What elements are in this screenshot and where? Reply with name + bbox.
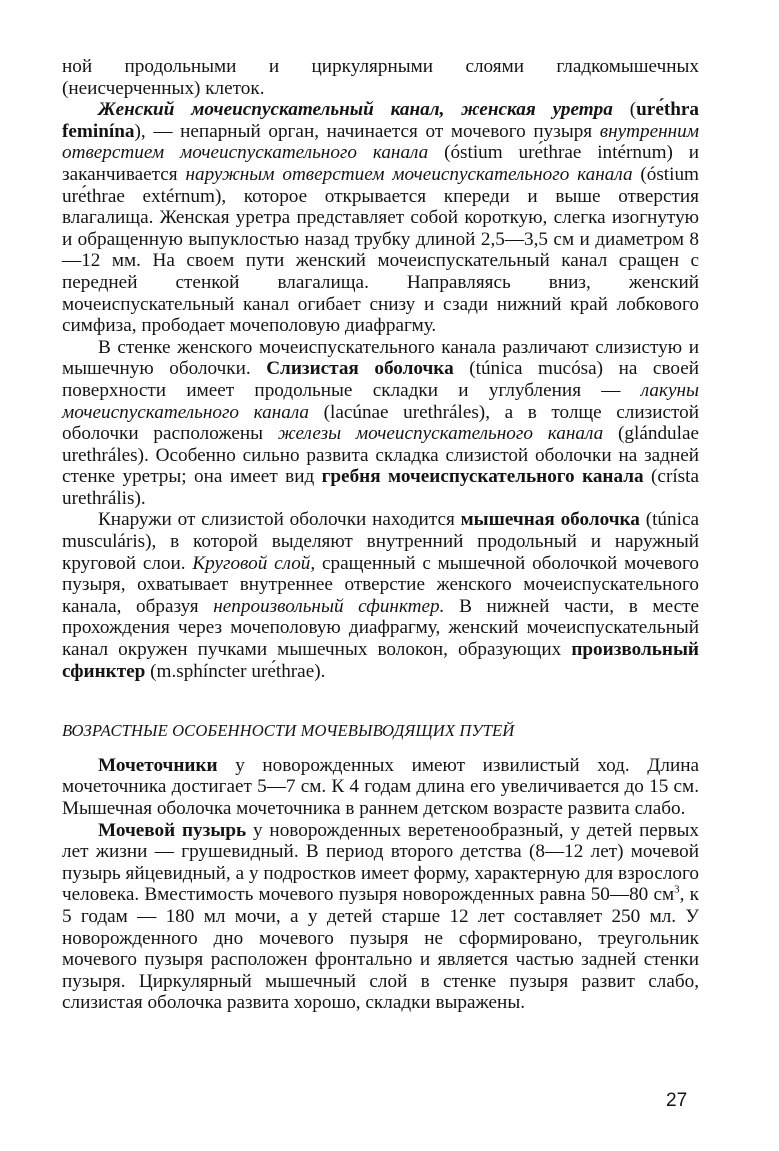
term-ureters: Мочеточники — [98, 754, 218, 776]
term-muscular-coat: мышечная оболочка — [460, 509, 640, 531]
term-urethral-glands: железы мочеиспускательного канала — [277, 423, 604, 445]
term-mucosa: Слизистая оболочка — [266, 358, 454, 380]
term-internal-urethral-orifice: внутренним отверстием мочеиспускательного канала — [62, 120, 699, 164]
paragraph-ureters: Мочеточники у новорожденных имеют извилистый ход. Длина мочеточника достигает 5—7 см. К 4 годам длина его увеличивается до 15 см. Мышечная оболочка мочеточника в раннем детском возрасте развита слабо. — [62, 754, 699, 819]
latin-term-urethra-feminina: urе́thra feminína — [62, 99, 699, 142]
term-bladder: Мочевой пузырь — [98, 819, 247, 841]
paragraph-muscular-layer: Кнаружи от слизистой оболочки находится мышечная оболочка (túnica musculáris), в которой выделяют внутренний продольный и наружный круговой слои. Круговой слой, сращенный с мышечной оболочкой мочевого пузыря, охватывает внутреннее отверстие женского мочеиспускательного канала, образуя непроизвольный сфинктер. В нижней части, в месте прохождения через мочеполовую диафрагму, женский мочеиспускательный канал окружен пучками мышечных волокон, образующих произвольный сфинктер (m.sphíncter urе́thrae). — [62, 509, 699, 682]
section-heading: ВОЗРАСТНЫЕ ОСОБЕННОСТИ МОЧЕВЫВОДЯЩИХ ПУТЕЙ — [62, 721, 515, 741]
page-number: 27 — [666, 1090, 688, 1111]
term-circular-layer: Круговой слой, — [192, 552, 316, 574]
paragraph-smooth-muscle-continuation: ной продольными и циркулярными слоями гладкомышечных (неисчерченных) клеток. — [62, 56, 699, 99]
term-involuntary-sphincter: непроизвольный сфинктер. — [213, 595, 445, 617]
term-urethral-crest: гребня мочеиспускательного канала — [321, 466, 644, 488]
term-female-urethra: Женский мочеиспускательный канал, женская уретра — [98, 99, 613, 121]
term-voluntary-sphincter: произвольный сфинктер — [62, 639, 699, 682]
paragraph-urethra-wall: В стенке женского мочеиспускательного канала различают слизистую и мышечную оболочки. Слизистая оболочка (túnica mucósa) на своей поверхности имеет продольные складки и углубления — лакуны мочеиспускательного канала (lacúnae urethráles), а в толще слизистой оболочки расположены железы мочеиспускательного канала (glándulae urethráles). Особенно сильно развита складка слизистой оболочки на задней стенке уретры; она имеет вид гребня мочеиспускательного канала (crísta urethrális). — [62, 336, 699, 509]
term-urethral-lacunae: лакуны мочеиспускательного канала — [62, 379, 699, 423]
paragraph-bladder: Мочевой пузырь у новорожденных веретенообразный, у детей первых лет жизни — грушевидный. В период второго детства (8—12 лет) мочевой пузырь яйцевидный, а у подростков имеет форму, характерную для взрослого человека. Вместимость мочевого пузыря новорожденных равна 50—80 $см^3$, к 5 годам — 180 мл мочи, а у детей старше 12 лет составляет 250 мл. У новорожденного дно мочевого пузыря не сформировано, треугольник мочевого пузыря расположен фронтально и является частью задней стенки пузыря. Циркулярный мышечный слой в стенке пузыря развит слабо, слизистая оболочка развита хорошо, складки выражены. — [62, 819, 699, 1014]
superscript-cubic: 3 — [674, 883, 680, 896]
term-external-urethral-orifice: наружным отверстием мочеиспускательного канала — [185, 163, 633, 185]
paragraph-female-urethra: Женский мочеиспускательный канал, женская уретра (urе́thra feminína), — непарный орган, начинается от мочевого пузыря внутренним отверстием мочеиспускательного канала (óstium urе́thrae intérnum) и заканчивается наружным отверстием мочеиспускательного канала (óstium urе́thrae extérnum), которое открывается кпереди и выше отверстия влагалища. Женская уретра представляет собой короткую, слегка изогнутую и обращенную выпуклостью назад трубку длиной 2,5—3,5 см и диаметром 8—12 мм. На своем пути женский мочеиспускательный канал сращен с передней стенкой влагалища. Направляясь вниз, женский мочеиспускательный канал огибает снизу и сзади нижний край лобкового симфиза, прободает мочеполовую диафрагму. — [62, 99, 699, 337]
page-body — [62, 56, 699, 1014]
